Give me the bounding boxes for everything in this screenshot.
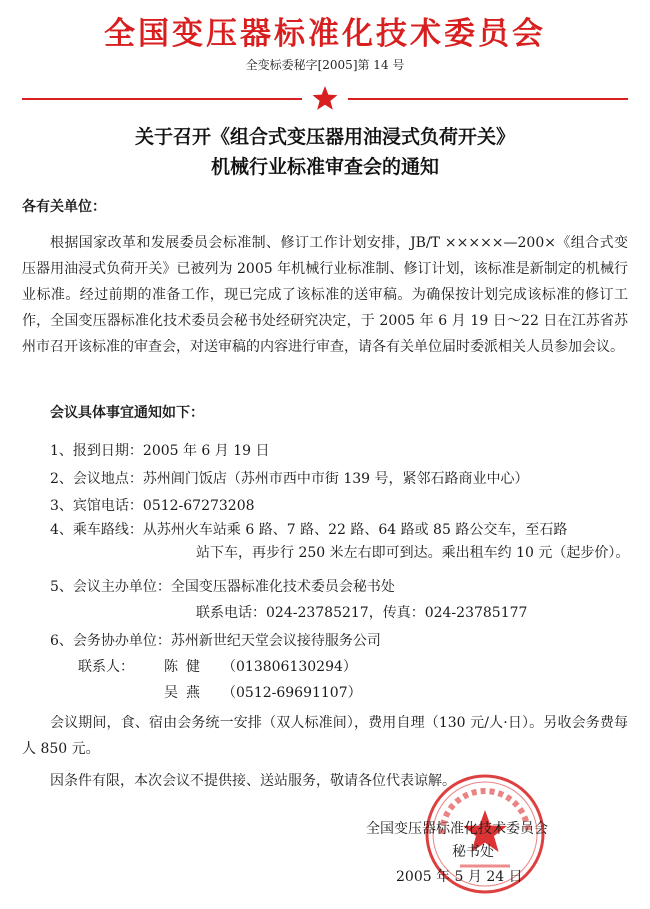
notice-title-line1: 关于召开《组合式变压器用油浸式负荷开关》: [134, 126, 515, 148]
contact-phone-2: （0512-69691107）: [222, 685, 362, 701]
signature-date: 2005 年 5 月 24 日: [396, 869, 523, 885]
item-host-phone: 联系电话：024-23785217，传真：024-23785177: [196, 605, 528, 621]
contact-name-1: 陈健: [164, 659, 208, 675]
contact-label: 联系人：: [78, 659, 134, 675]
header-rule-left: [22, 98, 302, 100]
header-rule-right: [348, 98, 628, 100]
star-icon: [311, 84, 339, 112]
item-transport-line1: 4、乘车路线：从苏州火车站乘 6 路、7 路、22 路、64 路或 85 路公交车，至石路: [50, 522, 568, 538]
item-co-organizer: 6、会务协办单位：苏州新世纪天堂会议接待服务公司: [50, 633, 381, 649]
contact-phone-1: （013806130294）: [222, 659, 357, 675]
item-registration-date: 1、报到日期：2005 年 6 月 19 日: [50, 443, 270, 459]
item-hotel-phone: 3、宾馆电话：0512-67273208: [50, 498, 255, 514]
contact-row-2: [164, 682, 362, 702]
closing-paragraph-2: 因条件有限，本次会议不提供接、送站服务，敬请各位代表谅解。: [50, 773, 456, 789]
items-heading: 会议具体事宜通知如下：: [50, 405, 204, 421]
body-paragraph: 根据国家改革和发展委员会标准制、修订工作计划安排，JB/T ×××××—200×《组合式变压器用油浸式负荷开关》已被列为 2005 年机械行业标准制、修订计划，该标准是新制定的机械行业标准。经过前期的准备工作，现已完成了该标准的送审稿。为确保按计划完成该标准的修订工作，全国变压器标准化技术委员会秘书处经研究决定，于 2005 年 6 月 19 日～22 日在江苏省苏州市召开该标准的审查会，对送审稿的内容进行审查，请各有关单位届时委派相关人员参加会议。: [22, 235, 628, 355]
closing-paragraph-1: 会议期间，食、宿由会务统一安排（双人标准间），费用自理（130 元/人·日）。另收会务费每人 850 元。: [22, 715, 628, 757]
organization-header: 全国变压器标准化技术委员会: [104, 16, 546, 52]
salutation: 各有关单位：: [22, 199, 106, 215]
contact-name-2: 吴燕: [164, 685, 208, 701]
item-transport: [50, 519, 630, 565]
item-host-organization: 5、会议主办单位：全国变压器标准化技术委员会秘书处: [50, 579, 395, 595]
document-number: 全变标委秘字[2005]第 14 号: [245, 58, 405, 72]
signature-organization: 全国变压器标准化技术委员会: [366, 821, 548, 837]
item-transport-line2: 站下车，再步行 250 米左右即可到达。乘出租车约 10 元（起步价）。: [196, 545, 630, 561]
notice-title-line2: 机械行业标准审查会的通知: [210, 156, 439, 178]
signature-department: 秘书处: [452, 844, 494, 860]
contact-row-1: [78, 656, 357, 676]
item-venue: 2、会议地点：苏州阊门饭店（苏州市西中市街 139 号，紧邻石路商业中心）: [50, 471, 529, 487]
